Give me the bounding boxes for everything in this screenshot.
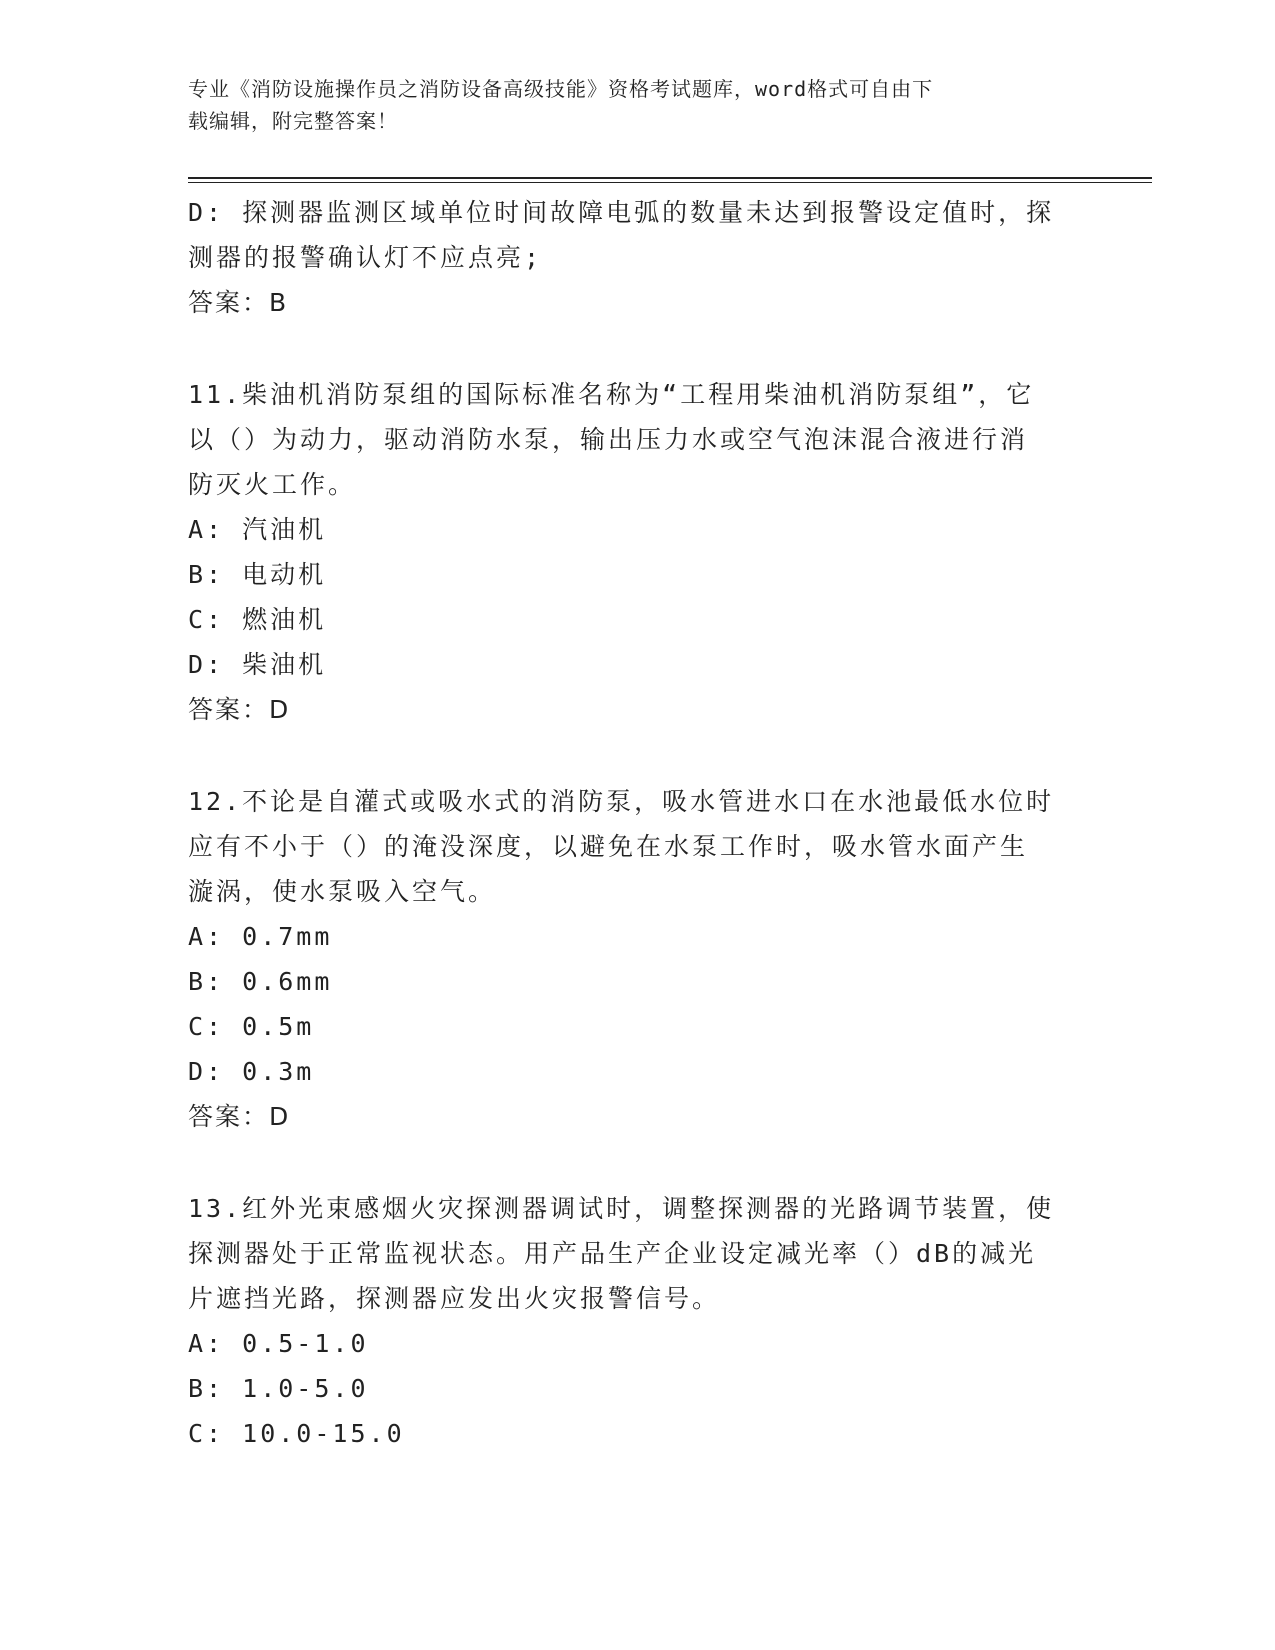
- question-11-option-b: B: 电动机: [188, 560, 327, 589]
- question-11-line-1: 11.柴油机消防泵组的国际标准名称为“工程用柴油机消防泵组”，它: [188, 380, 1035, 409]
- question-12-line-2: 应有不小于（）的淹没深度，以避免在水泵工作时，吸水管水面产生: [188, 832, 1029, 861]
- spacer: [188, 1139, 1088, 1186]
- header-line-1: 专业《消防设施操作员之消防设备高级技能》资格考试题库，word格式可自由下: [188, 77, 934, 101]
- question-12: [188, 779, 1088, 1139]
- question-content: [188, 190, 1088, 1456]
- question-11-answer: 答案：D: [188, 695, 291, 724]
- header-rule-thin: [188, 182, 1152, 183]
- question-12-option-a: A: 0.7mm: [188, 922, 333, 951]
- question-13-option-a: A: 0.5-1.0: [188, 1329, 369, 1358]
- question-11-option-d: D: 柴油机: [188, 650, 327, 679]
- document-header: [188, 73, 1068, 137]
- question-12-option-b: B: 0.6mm: [188, 967, 333, 996]
- question-13-option-c: C: 10.0-15.0: [188, 1419, 405, 1448]
- header-line-2: 载编辑，附完整答案！: [188, 109, 398, 133]
- header-rule-thick: [188, 177, 1152, 179]
- question-12-line-3: 漩涡，使水泵吸入空气。: [188, 877, 497, 906]
- spacer: [188, 732, 1088, 779]
- question-13-line-3: 片遮挡光路，探测器应发出火灾报警信号。: [188, 1284, 721, 1313]
- question-12-line-1: 12.不论是自灌式或吸水式的消防泵，吸水管进水口在水池最低水位时: [188, 787, 1055, 816]
- question-11-line-2: 以（）为动力，驱动消防水泵，输出压力水或空气泡沫混合液进行消: [188, 425, 1029, 454]
- question-13-option-b: B: 1.0-5.0: [188, 1374, 369, 1403]
- option-d-line-1: D: 探测器监测区域单位时间故障电弧的数量未达到报警设定值时，探: [188, 198, 1055, 227]
- question-13-line-1: 13.红外光束感烟火灾探测器调试时，调整探测器的光路调节装置，使: [188, 1194, 1055, 1223]
- question-13-line-2: 探测器处于正常监视状态。用产品生产企业设定减光率（）dB的减光: [188, 1239, 1037, 1268]
- option-d-line-2: 测器的报警确认灯不应点亮;: [188, 243, 543, 272]
- question-13: [188, 1186, 1088, 1456]
- question-11: [188, 372, 1088, 732]
- answer-label: 答案：B: [188, 288, 289, 317]
- question-11-line-3: 防灭火工作。: [188, 470, 357, 499]
- question-12-answer: 答案：D: [188, 1102, 291, 1131]
- question-12-option-d: D: 0.3m: [188, 1057, 315, 1086]
- spacer: [188, 325, 1088, 372]
- question-11-option-c: C: 燃油机: [188, 605, 327, 634]
- previous-question-fragment: [188, 190, 1088, 325]
- question-11-option-a: A: 汽油机: [188, 515, 327, 544]
- question-12-option-c: C: 0.5m: [188, 1012, 315, 1041]
